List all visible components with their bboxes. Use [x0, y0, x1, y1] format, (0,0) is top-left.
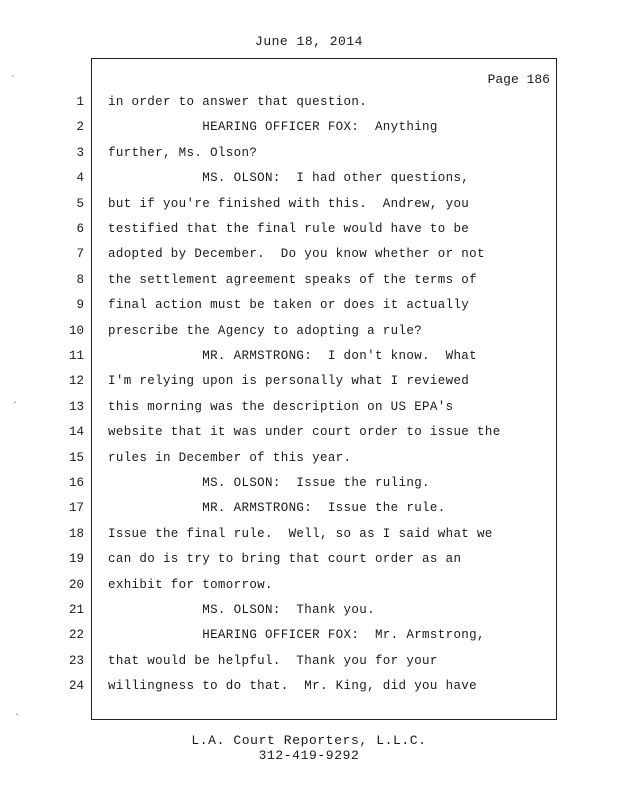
- scan-speck: ·: [12, 398, 19, 409]
- scan-speck: ·: [10, 72, 17, 83]
- transcript-line: HEARING OFFICER FOX: Mr. Armstrong,: [108, 628, 485, 643]
- line-number: 24: [68, 679, 84, 694]
- transcript-line: that would be helpful. Thank you for your: [108, 653, 438, 668]
- scan-speck: ·: [14, 710, 21, 721]
- transcript-line: MS. OLSON: Issue the ruling.: [108, 476, 430, 490]
- line-number: 12: [68, 374, 84, 389]
- line-number: 7: [76, 247, 84, 262]
- line-number: 16: [68, 476, 84, 490]
- transcript-line: MS. OLSON: I had other questions,: [108, 171, 470, 186]
- transcript-line: willingness to do that. Mr. King, did you have: [108, 679, 478, 694]
- line-number: 5: [76, 196, 84, 211]
- line-number: 22: [68, 628, 84, 643]
- line-number: 21: [68, 603, 84, 617]
- transcript-line: website that it was under court order to issue the: [108, 425, 501, 440]
- line-number: 2: [76, 120, 84, 135]
- line-number: 11: [68, 349, 84, 363]
- line-number: 3: [76, 145, 84, 160]
- line-number: 15: [68, 450, 84, 465]
- line-number: 9: [76, 298, 84, 313]
- transcript-line: HEARING OFFICER FOX: Anything: [108, 120, 438, 135]
- line-number: 14: [68, 425, 84, 440]
- transcript-line: prescribe the Agency to adopting a rule?: [108, 323, 423, 338]
- transcript-line: in order to answer that question.: [108, 95, 368, 109]
- transcript-date: June 18, 2014: [255, 34, 363, 49]
- transcript-line: MR. ARMSTRONG: Issue the rule.: [108, 501, 446, 516]
- line-number: 10: [68, 323, 84, 338]
- line-number: 4: [76, 171, 84, 186]
- page-number: Page 186: [487, 72, 550, 87]
- transcript-line: rules in December of this year.: [108, 450, 352, 465]
- line-number: 19: [68, 552, 84, 567]
- line-number: 13: [68, 399, 84, 414]
- transcript-line: MS. OLSON: Thank you.: [108, 603, 375, 617]
- transcript-line: testified that the final rule would have to be: [108, 222, 470, 236]
- transcript-line: this morning was the description on US EPA's: [108, 399, 454, 414]
- transcript-line: the settlement agreement speaks of the terms of: [108, 272, 478, 287]
- line-number: 6: [76, 222, 84, 236]
- transcript-line: but if you're finished with this. Andrew, you: [108, 196, 470, 211]
- transcript-line: Issue the final rule. Well, so as I said what we: [108, 526, 493, 541]
- transcript-line: exhibit for tomorrow.: [108, 577, 273, 592]
- line-number: 20: [68, 577, 84, 592]
- reporter-company: L.A. Court Reporters, L.L.C.: [191, 733, 427, 748]
- line-number: 8: [76, 272, 84, 287]
- transcript-line: MR. ARMSTRONG: I don't know. What: [108, 349, 478, 363]
- reporter-phone: 312-419-9292: [258, 748, 360, 763]
- line-number: 18: [68, 526, 84, 541]
- line-number: 17: [68, 501, 84, 516]
- transcript-line: final action must be taken or does it actually: [108, 298, 470, 313]
- transcript-line: further, Ms. Olson?: [108, 145, 258, 160]
- line-number: 23: [68, 653, 84, 668]
- transcript-line: I'm relying upon is personally what I reviewed: [108, 374, 470, 389]
- transcript-line: can do is try to bring that court order as an: [108, 552, 462, 567]
- line-number: 1: [76, 95, 84, 109]
- transcript-line: adopted by December. Do you know whether or not: [108, 247, 485, 262]
